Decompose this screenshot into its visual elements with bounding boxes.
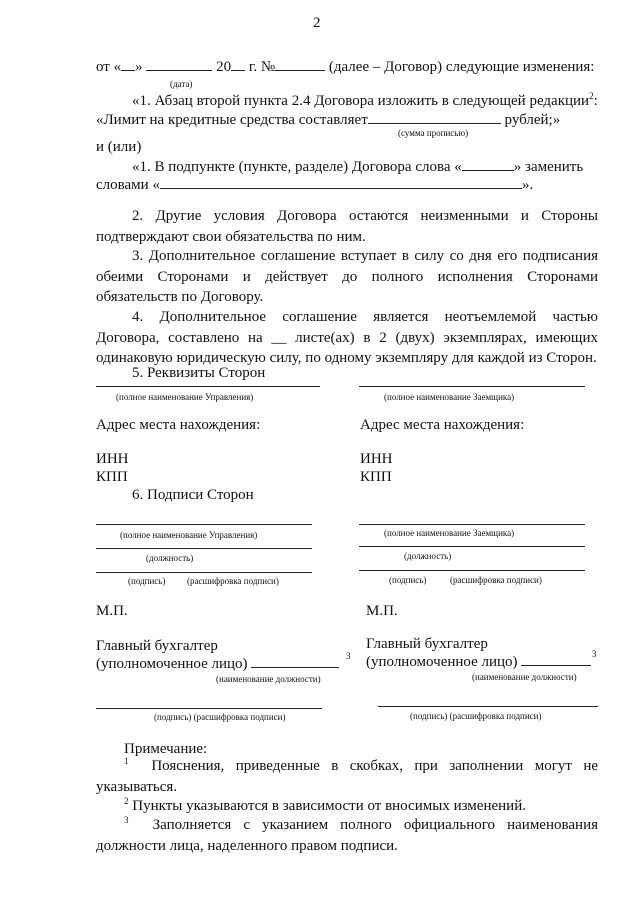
left-position-line [96, 548, 312, 549]
left-bottom-caption: (подпись) (расшифровка подписи) [154, 712, 286, 722]
left-requisites-caption: (полное наименование Управления) [116, 392, 254, 402]
change1-lead-end: : [593, 93, 598, 109]
left-position-name-caption: (наименование должности) [216, 674, 321, 684]
requisites-heading: 5. Реквизиты Сторон [132, 365, 266, 381]
intro-from: от « [96, 59, 122, 75]
alt-line2-start: словами « [96, 177, 160, 193]
right-chief-accountant: Главный бухгалтер [366, 636, 488, 652]
right-requisites-caption: (полное наименование Заемщика) [384, 392, 515, 402]
change1-lead-text: «1. Абзац второй пункта 2.4 Договора изложить в следующей редакции [132, 93, 590, 109]
alt-line1-text: «1. В подпункте (пункте, разделе) Договора слова « [132, 159, 462, 175]
right-name-caption: (полное наименование Заемщика) [384, 528, 515, 538]
left-chief-accountant: Главный бухгалтер [96, 638, 218, 654]
right-inn: ИНН [360, 451, 393, 467]
left-signature-caption: (подпись) [128, 576, 166, 586]
intro-year-prefix: 20 [216, 59, 232, 75]
left-footnote-mark-3: 3 [346, 651, 351, 661]
left-bottom-line [96, 708, 322, 709]
footnote-mark-2: 2 [589, 91, 594, 101]
right-bottom-line [378, 706, 598, 707]
left-requisites-line [96, 386, 320, 387]
note-3-text: Заполняется с указанием полного официального наименования должности лица, наделенного правом подписи. [96, 817, 598, 854]
paragraph-3: 3. Дополнительное соглашение вступает в силу со дня его подписания обеими Сторонами и действует до полного исполнения Сторонами обязательств по Договору. [96, 248, 598, 305]
note-3 [96, 815, 598, 856]
left-inn: ИНН [96, 451, 129, 467]
month-blank [146, 58, 212, 71]
right-signature-caption: (подпись) [389, 575, 427, 585]
left-signature-line [96, 572, 312, 573]
right-requisites-line [359, 386, 585, 387]
left-kpp: КПП [96, 469, 128, 485]
right-decoding-caption: (расшифровка подписи) [450, 575, 542, 585]
right-position-line [359, 546, 585, 547]
limit-end: рублей;» [504, 112, 561, 128]
left-authorized-blank [251, 655, 339, 668]
right-name-line [359, 524, 585, 525]
left-decoding-caption: (расшифровка подписи) [187, 576, 279, 586]
limit-sum-blank [368, 111, 501, 124]
right-stamp: М.П. [366, 603, 398, 619]
right-authorized-blank [521, 653, 591, 666]
note-2-mark: 2 [124, 796, 129, 806]
day-blank [121, 58, 135, 71]
note-2-text: Пункты указываются в зависимости от вносимых изменений. [132, 798, 526, 814]
old-words-blank [462, 158, 514, 171]
right-signature-line [359, 570, 585, 571]
limit-line [96, 111, 560, 129]
right-position-name-caption: (наименование должности) [472, 672, 577, 682]
or-text: и (или) [96, 139, 142, 155]
right-position-caption: (должность) [404, 551, 452, 561]
left-authorized-line [96, 655, 339, 673]
note-1 [96, 756, 598, 797]
right-footnote-mark-3: 3 [592, 649, 597, 659]
date-caption: (дата) [170, 79, 193, 89]
change1-alt-line2 [96, 176, 533, 194]
change1-alt-line1 [132, 158, 583, 176]
alt-line2-end: ». [521, 177, 534, 193]
signatures-heading: 6. Подписи Сторон [132, 487, 254, 503]
left-name-caption: (полное наименование Управления) [120, 530, 258, 540]
note-1-mark: 1 [124, 756, 129, 766]
left-position-caption: (должность) [146, 553, 194, 563]
number-blank [275, 58, 325, 71]
intro-line [96, 58, 594, 76]
alt-line1-end: » заменить [513, 159, 584, 175]
new-words-blank [160, 176, 522, 189]
left-stamp: М.П. [96, 603, 128, 619]
limit-text: «Лимит на кредитные средства составляет [96, 112, 368, 128]
intro-year-suffix: г. № [248, 59, 276, 75]
left-address-label: Адрес места нахождения: [96, 417, 261, 433]
right-authorized-person: (уполномоченное лицо) [366, 654, 518, 670]
change1-lead [132, 92, 598, 110]
page-number: 2 [313, 15, 321, 31]
right-address-label: Адрес места нахождения: [360, 417, 525, 433]
note-3-mark: 3 [124, 815, 129, 825]
right-kpp: КПП [360, 469, 392, 485]
left-authorized-person: (уполномоченное лицо) [96, 656, 248, 672]
note-1-text: Пояснения, приведенные в скобках, при заполнении могут не указываться. [96, 758, 598, 795]
notes-heading: Примечание: [124, 741, 208, 757]
intro-after: (далее – Договор) следующие изменения: [328, 59, 595, 75]
right-authorized-line [366, 653, 591, 671]
intro-quote-close: » [135, 59, 143, 75]
sum-caption: (сумма прописью) [398, 128, 469, 138]
right-bottom-caption: (подпись) (расшифровка подписи) [410, 711, 542, 721]
note-2 [96, 796, 598, 817]
year-blank [231, 58, 245, 71]
paragraph-4: 4. Дополнительное соглашение является неотъемлемой частью Договора, составлено на __ листе(ах) в 2 (двух) экземплярах, имеющих одинаковую юридическую силу, по одному экземпляру для каждой из Сторон. [96, 309, 598, 366]
left-name-line [96, 524, 312, 525]
paragraph-2: 2. Другие условия Договора остаются неизменными и Стороны подтверждают свои обязательства по ним. [96, 208, 598, 245]
